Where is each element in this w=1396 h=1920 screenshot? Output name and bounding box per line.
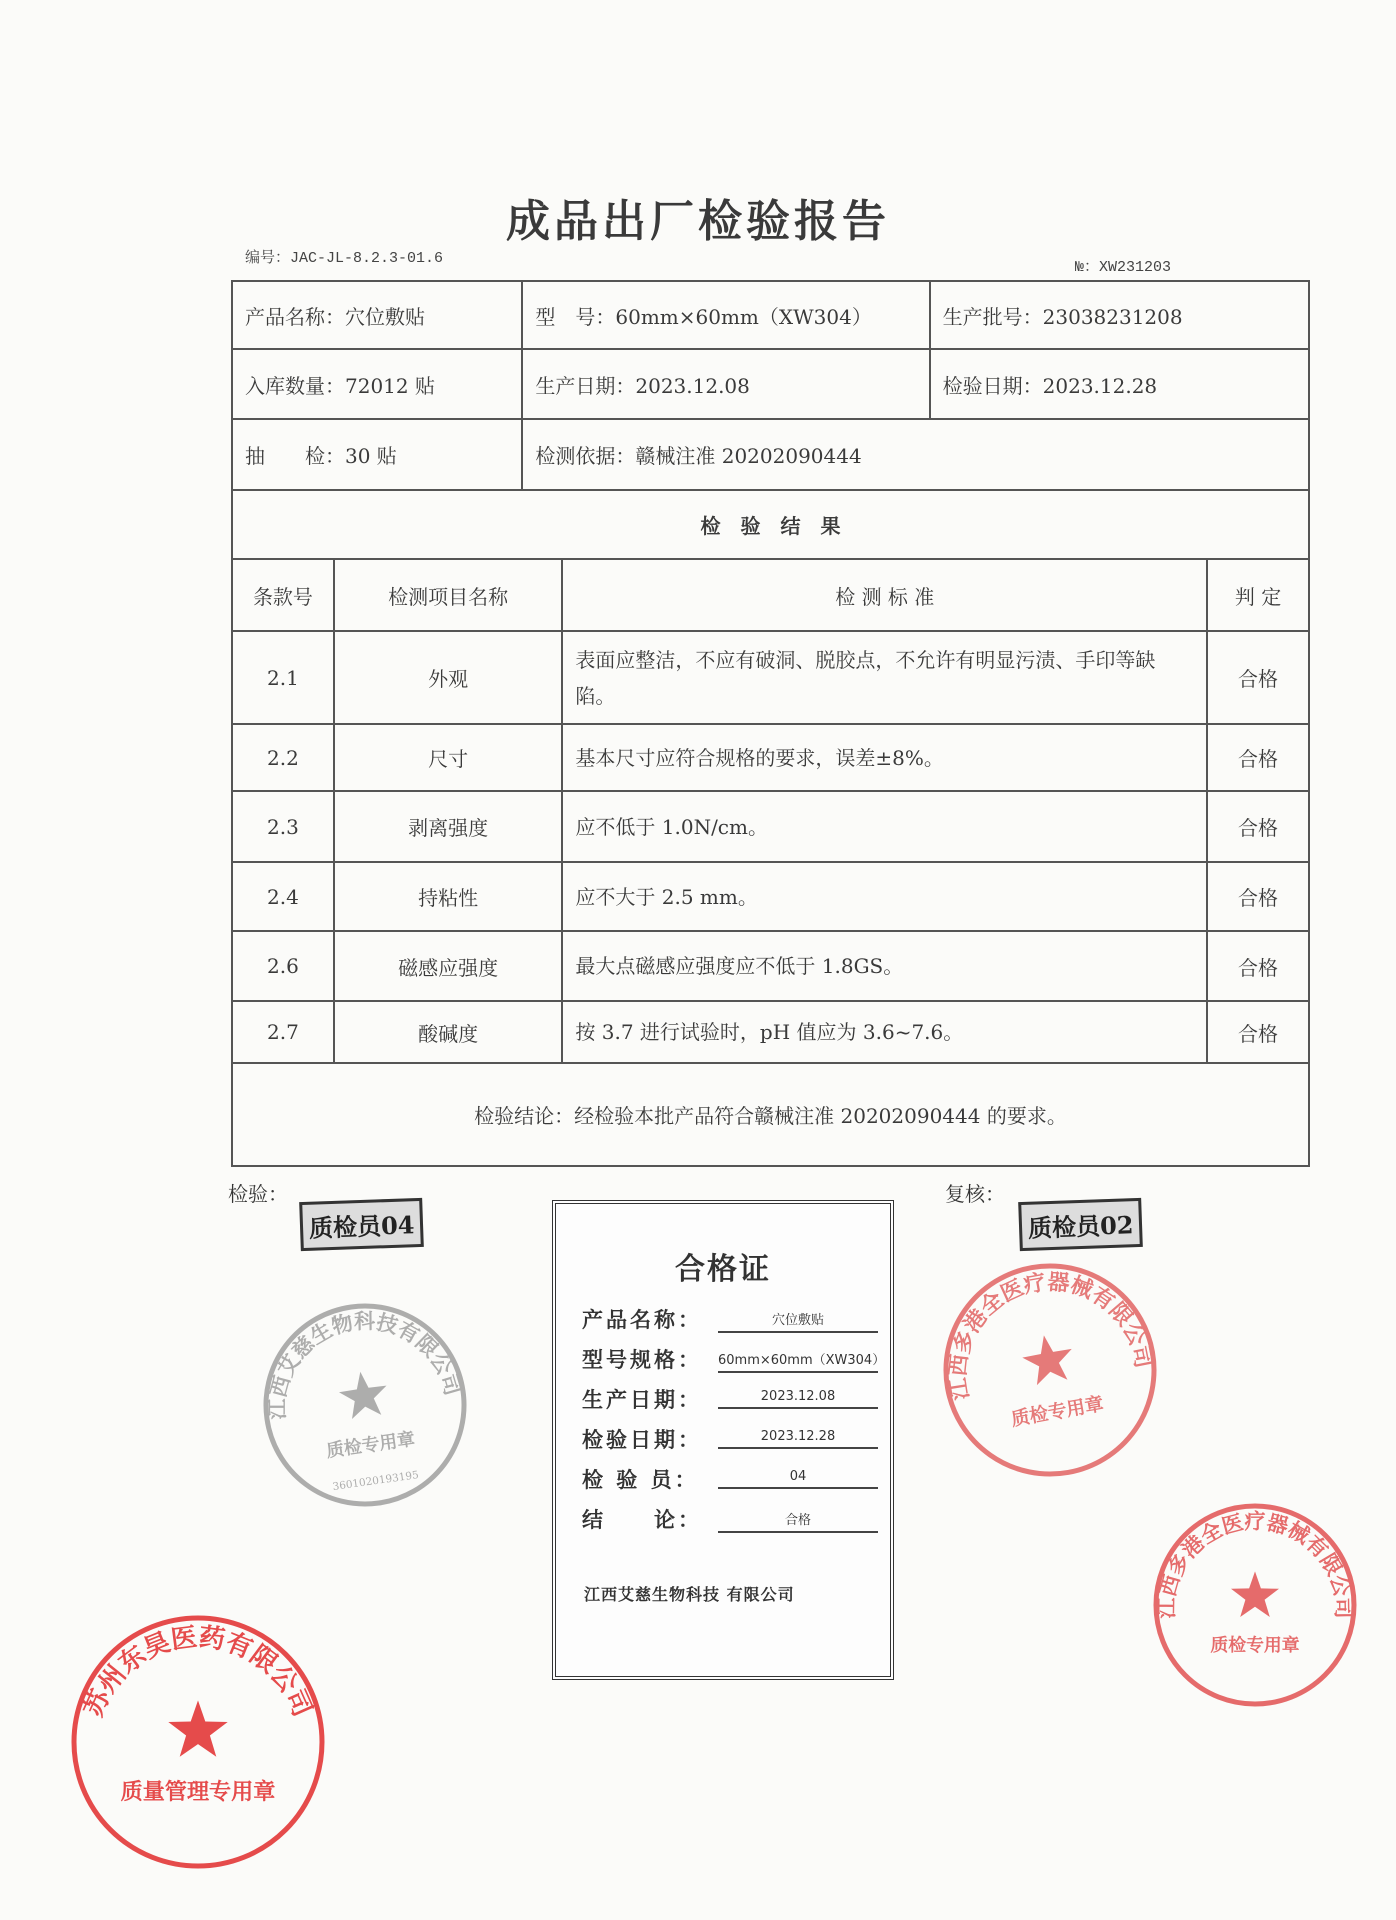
cert-field-label: 生产日期： — [582, 1387, 702, 1412]
header-result: 判 定 — [1207, 559, 1309, 631]
item-name: 酸碱度 — [334, 1001, 563, 1063]
certificate-company: 江西艾慈生物科技 有限公司 — [584, 1585, 795, 1604]
doc-number: №：XW231203 — [1075, 259, 1172, 276]
seal-ring-text: 苏州东昊医药有限公司 — [78, 1622, 318, 1722]
clause-number: 2.7 — [232, 1001, 334, 1063]
standard-text: 基本尺寸应符合规格的要求，误差±8%。 — [562, 724, 1207, 791]
star-icon — [168, 1700, 227, 1756]
certificate-title: 合格证 — [675, 1252, 771, 1287]
seal-center-text: 质量管理专用章 — [120, 1779, 276, 1806]
cert-field-value: 2023.12.08 — [718, 1389, 878, 1409]
item-name: 磁感应强度 — [334, 931, 563, 1001]
production-date: 生产日期：2023.12.08 — [522, 349, 929, 419]
inspector-stamp: 质检员04 — [299, 1198, 424, 1251]
standard-text: 应不大于 2.5 mm。 — [562, 862, 1207, 931]
header-standard: 检 测 标 准 — [562, 559, 1207, 631]
cert-field-label: 检验日期： — [582, 1427, 702, 1452]
cert-field-label: 产品名称： — [582, 1307, 702, 1332]
test-basis: 检测依据：赣械注准 20202090444 — [522, 419, 1309, 490]
result: 合格 — [1207, 631, 1309, 724]
batch-number: 生产批号：23038231208 — [930, 281, 1309, 349]
standard-text: 应不低于 1.0N/cm。 — [562, 791, 1207, 862]
header-item: 检测项目名称 — [334, 559, 563, 631]
gray-seal — [260, 1300, 470, 1510]
seal-ring-text: 江西多港全医疗器械有限公司 — [1154, 1509, 1356, 1619]
red-seal-bottom-left — [68, 1612, 328, 1872]
inspector-label: 检验： — [228, 1182, 288, 1206]
seal-code: 3601020193195 — [331, 1469, 420, 1494]
clause-number: 2.4 — [232, 862, 334, 931]
table-row — [232, 862, 1309, 931]
model: 型 号：60mm×60mm（XW304） — [522, 281, 929, 349]
quantity: 入库数量：72012 贴 — [232, 349, 522, 419]
results-title: 检 验 结 果 — [232, 490, 1309, 559]
table-row — [232, 631, 1309, 724]
star-icon — [1231, 1571, 1279, 1617]
star-icon — [337, 1368, 391, 1420]
certificate-card — [552, 1200, 894, 1680]
info-table — [231, 280, 1310, 560]
cert-field-value: 2023.12.28 — [718, 1429, 878, 1449]
result: 合格 — [1207, 791, 1309, 862]
inspection-date: 检验日期：2023.12.28 — [930, 349, 1309, 419]
cert-field-label: 型号规格： — [582, 1347, 702, 1372]
report-title: 成品出厂检验报告 — [506, 196, 890, 247]
conclusion: 检验结论：经检验本批产品符合赣械注准 20202090444 的要求。 — [232, 1063, 1309, 1166]
cert-field-value: 60mm×60mm（XW304） — [718, 1349, 878, 1373]
star-icon — [1019, 1331, 1077, 1387]
result: 合格 — [1207, 862, 1309, 931]
reviewer-stamp: 质检员02 — [1018, 1198, 1143, 1251]
seal-center-text: 质检专用章 — [1210, 1635, 1300, 1657]
standard-text: 表面应整洁，不应有破洞、脱胶点，不允许有明显污渍、手印等缺陷。 — [562, 631, 1207, 724]
cert-field-label: 检 验 员： — [582, 1467, 699, 1492]
header-clause: 条款号 — [232, 559, 334, 631]
result: 合格 — [1207, 931, 1309, 1001]
seal-center-text: 质检专用章 — [325, 1428, 417, 1462]
results-table — [231, 558, 1310, 1167]
table-row — [232, 931, 1309, 1001]
table-row — [232, 791, 1309, 862]
seal-ring-text: 江西艾慈生物科技有限公司 — [265, 1309, 465, 1420]
sample-count: 抽 检：30 贴 — [232, 419, 522, 490]
cert-field-value: 穴位敷贴 — [718, 1309, 878, 1333]
item-name: 外观 — [334, 631, 563, 724]
seal-center-text: 质检专用章 — [1009, 1393, 1106, 1431]
svg-text:江西多港全医疗器械有限公司 — [930, 1254, 1156, 1402]
standard-text: 按 3.7 进行试验时，pH 值应为 3.6~7.6。 — [562, 1001, 1207, 1063]
table-row — [232, 724, 1309, 791]
clause-number: 2.6 — [232, 931, 334, 1001]
result: 合格 — [1207, 1001, 1309, 1063]
item-name: 尺寸 — [334, 724, 563, 791]
clause-number: 2.1 — [232, 631, 334, 724]
table-row — [232, 1001, 1309, 1063]
clause-number: 2.3 — [232, 791, 334, 862]
reviewer-label: 复核： — [945, 1182, 1005, 1206]
result: 合格 — [1207, 724, 1309, 791]
item-name: 持粘性 — [334, 862, 563, 931]
red-seal-right — [940, 1260, 1160, 1480]
product-name: 产品名称：穴位敷贴 — [232, 281, 522, 349]
cert-field-value: 合格 — [718, 1509, 878, 1533]
seal-ring-text: 江西多港全医疗器械有限公司 — [945, 1269, 1156, 1402]
cert-field-label: 结 论： — [582, 1507, 702, 1532]
cert-field-value: 04 — [718, 1469, 878, 1489]
item-name: 剥离强度 — [334, 791, 563, 862]
standard-text: 最大点磁感应强度应不低于 1.8GS。 — [562, 931, 1207, 1001]
red-seal-top-right — [1150, 1500, 1360, 1710]
doc-code: 编号：JAC-JL-8.2.3-01.6 — [245, 250, 444, 267]
clause-number: 2.2 — [232, 724, 334, 791]
